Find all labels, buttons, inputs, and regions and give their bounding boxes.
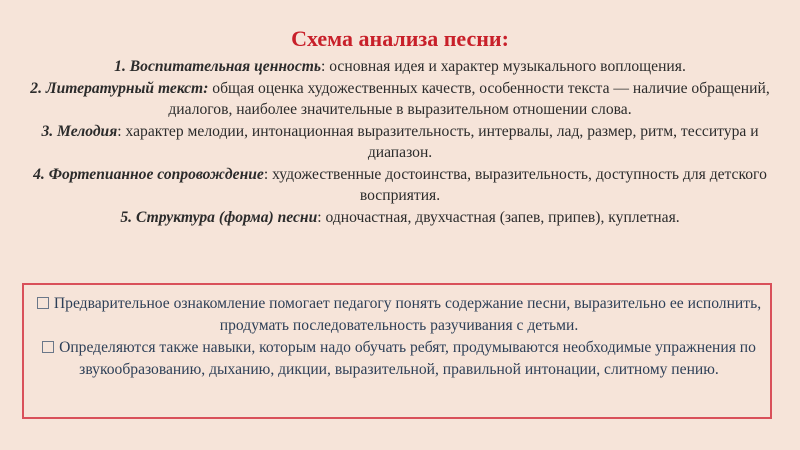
note-item [24,293,774,337]
item-number: 4. [33,165,45,183]
item-sep: : [117,122,122,140]
analysis-item [14,56,786,78]
item-sep: : [321,58,326,75]
item-text: характер мелодии, интонационная выразительность, интервалы, лад, размер, ритм, тесситура и диапазон. [125,122,759,161]
item-term: Воспитательная ценность [129,58,321,75]
analysis-item [14,78,786,121]
note-text: Предварительное ознакомление помогает педагогу понять содержание песни, выразительно ее исполнить, продумать последовательность разучивания с детьми. [53,295,762,334]
item-number: 5. [120,208,133,226]
item-sep: : [317,208,322,226]
item-number: 3. [41,122,54,140]
item-text: одночастная, двухчастная (запев, припев), куплетная. [325,208,680,226]
analysis-item [14,121,786,164]
item-term: Мелодия [57,122,118,140]
item-number: 2. [30,79,42,97]
notes-box [22,283,772,419]
analysis-item [14,207,786,229]
item-text: основная идея и характер музыкального воплощения. [329,58,686,75]
note-text: Определяются также навыки, которым надо обучать ребят, продумываются необходимые упражнения по звукообразованию, дыханию, дикции, выразительной, правильной интонации, слитному пению. [59,339,756,378]
item-term: Литературный текст: [45,79,209,97]
item-text: художественные достоинства, выразительность, доступность для детского восприятия. [272,165,767,204]
analysis-item [14,164,786,207]
item-term: Фортепианное сопровождение [48,165,264,183]
note-item [24,337,774,381]
item-term: Структура (форма) песни [135,208,318,226]
analysis-items [14,56,786,228]
checkbox-bullet-icon [37,297,49,309]
item-text: общая оценка художественных качеств, особенности текста — наличие обращений, диалогов, наиболее значительные в выразительном отношении слова. [168,79,770,118]
slide-title: Схема анализа песни: [291,26,509,51]
notes-list [24,293,774,381]
item-number: 1. [114,58,126,75]
checkbox-bullet-icon [42,341,54,353]
item-sep: : [263,165,269,183]
